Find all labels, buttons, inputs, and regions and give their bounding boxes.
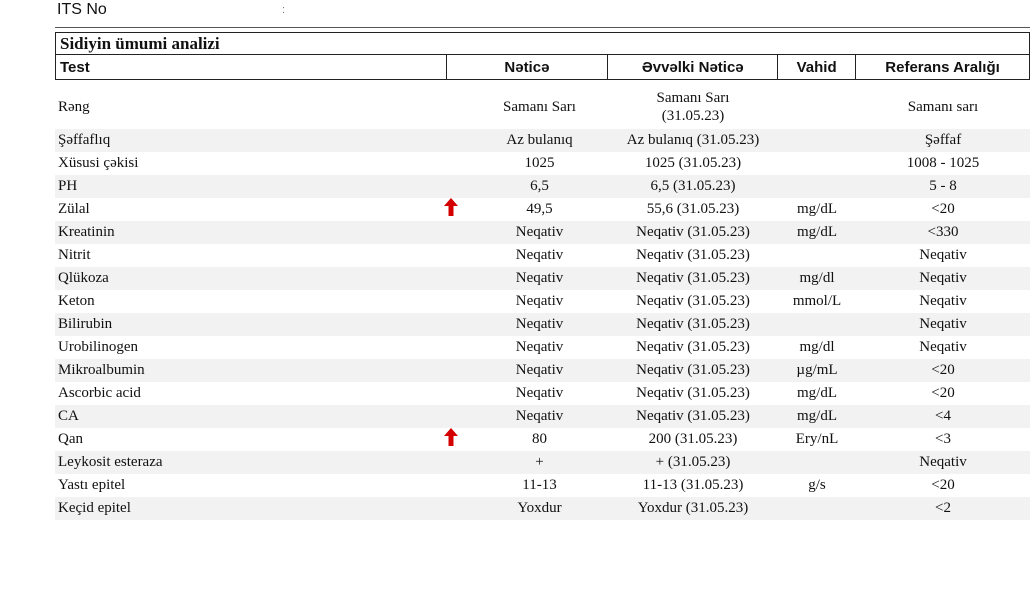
- its-number-label: ITS No: [57, 1, 107, 18]
- unit-cell: [778, 175, 856, 198]
- unit-cell: [778, 129, 856, 152]
- test-name-cell: Xüsusi çəkisi: [58, 155, 139, 171]
- previous-result-cell: Neqativ (31.05.23): [608, 221, 778, 244]
- flag-cell: [431, 405, 471, 428]
- previous-result-cell: Neqativ (31.05.23): [636, 247, 750, 263]
- reference-cell: Neqativ: [856, 313, 1030, 336]
- arrow-up-icon: [444, 198, 458, 216]
- test-name-cell: Ascorbic acid: [58, 385, 141, 401]
- flag-cell: [431, 244, 471, 267]
- test-name-cell: Kreatinin: [55, 221, 431, 244]
- unit-cell: [778, 451, 856, 474]
- section-title-box: [55, 32, 1030, 54]
- test-name-cell: PH: [55, 175, 431, 198]
- unit-cell: µg/mL: [778, 359, 856, 382]
- test-name-cell: Keton: [58, 293, 95, 309]
- flag-cell: [431, 451, 471, 474]
- test-name-cell: Nitrit: [58, 247, 91, 263]
- result-cell: Neqativ: [515, 339, 564, 355]
- previous-result-cell: Neqativ (31.05.23): [608, 313, 778, 336]
- table-row: [55, 221, 1030, 244]
- flag-cell: [431, 290, 471, 313]
- reference-cell: Samanı sarı: [907, 98, 979, 115]
- result-cell: Yoxdur: [471, 497, 608, 520]
- reference-cell: Şəffaf: [856, 129, 1030, 152]
- reference-cell: 1008 - 1025: [906, 155, 980, 171]
- result-cell: Samanı Sarı: [503, 98, 576, 115]
- unit-cell: [778, 85, 856, 129]
- reference-cell: Neqativ: [919, 339, 967, 355]
- previous-result-cell: [608, 85, 778, 129]
- table-row: [55, 198, 1030, 221]
- reference-cell: <2: [856, 497, 1030, 520]
- flag-cell: [431, 474, 471, 497]
- table-row: [55, 474, 1030, 497]
- results-table: [55, 85, 1030, 520]
- test-name-cell: Rəng: [58, 98, 90, 115]
- results-header: [55, 54, 1030, 80]
- unit-cell: mg/dL: [778, 221, 856, 244]
- previous-result-cell: Neqativ (31.05.23): [636, 293, 750, 309]
- test-name-cell: Mikroalbumin: [55, 359, 431, 382]
- reference-cell: <20: [931, 201, 955, 217]
- test-name-cell: Yastı epitel: [58, 477, 126, 493]
- result-cell: Neqativ: [515, 247, 564, 263]
- result-cell: 1025: [524, 155, 555, 171]
- previous-result-cell: 1025 (31.05.23): [644, 155, 742, 171]
- previous-result-cell: 11-13 (31.05.23): [642, 477, 744, 493]
- test-name-cell: Qan: [58, 431, 83, 447]
- table-row: [55, 336, 1030, 359]
- unit-cell: g/s: [808, 477, 826, 493]
- result-cell: Neqativ: [471, 359, 608, 382]
- table-row: [55, 267, 1030, 290]
- table-row: [55, 428, 1030, 451]
- flag-cell: [431, 198, 471, 221]
- result-cell: 49,5: [526, 201, 553, 217]
- table-row: [55, 382, 1030, 405]
- table-row: [55, 244, 1030, 267]
- unit-cell: [778, 244, 856, 267]
- column-header-unit: Vahid: [778, 55, 856, 80]
- result-cell: Neqativ: [471, 267, 608, 290]
- previous-result-cell: + (31.05.23): [608, 451, 778, 474]
- test-name-cell: Urobilinogen: [58, 339, 138, 355]
- previous-result-cell: Neqativ (31.05.23): [608, 359, 778, 382]
- reference-cell: Neqativ: [919, 293, 967, 309]
- test-name-cell: Bilirubin: [55, 313, 431, 336]
- table-row: [55, 129, 1030, 152]
- flag-cell: [431, 129, 471, 152]
- reference-cell: <20: [931, 385, 955, 401]
- test-name-cell: CA: [55, 405, 431, 428]
- column-header-result: Nəticə: [446, 55, 608, 80]
- previous-result-cell: 55,6 (31.05.23): [646, 201, 740, 217]
- its-separator: :: [282, 4, 286, 16]
- test-name-cell: Zülal: [58, 201, 90, 217]
- result-cell: +: [471, 451, 608, 474]
- table-row: [55, 85, 1030, 129]
- flag-cell: [431, 336, 471, 359]
- unit-cell: mmol/L: [792, 293, 842, 309]
- previous-result-cell: Neqativ (31.05.23): [636, 339, 750, 355]
- reference-cell: Neqativ: [856, 267, 1030, 290]
- result-cell: Neqativ: [471, 405, 608, 428]
- table-row: [55, 175, 1030, 198]
- result-cell: 80: [532, 431, 547, 447]
- unit-cell: Ery/nL: [795, 431, 839, 447]
- column-header-reference: Referans Aralığı: [856, 55, 1030, 80]
- unit-cell: [778, 152, 856, 175]
- result-cell: Az bulanıq: [471, 129, 608, 152]
- table-row: [55, 451, 1030, 474]
- reference-cell: Neqativ: [856, 451, 1030, 474]
- unit-cell: mg/dl: [799, 339, 835, 355]
- flag-cell: [431, 313, 471, 336]
- flag-cell: [431, 221, 471, 244]
- table-row: [55, 152, 1030, 175]
- result-cell: Neqativ: [515, 293, 564, 309]
- previous-result-cell: 200 (31.05.23): [648, 431, 738, 447]
- previous-result-cell: Neqativ (31.05.23): [636, 385, 750, 401]
- flag-cell: [431, 152, 471, 175]
- reference-cell: <3: [935, 431, 951, 447]
- result-cell: 6,5: [471, 175, 608, 198]
- unit-cell: mg/dL: [797, 201, 837, 217]
- test-name-cell: Şəffaflıq: [55, 129, 431, 152]
- table-row: [55, 290, 1030, 313]
- column-header-previous: Əvvəlki Nəticə: [608, 55, 778, 80]
- table-row: [55, 497, 1030, 520]
- result-cell: 11-13: [522, 477, 557, 493]
- unit-cell: [778, 313, 856, 336]
- test-name-cell: Leykosit esteraza: [55, 451, 431, 474]
- previous-result-value: Samanı Sarı: [656, 90, 730, 106]
- arrow-up-icon: [444, 428, 458, 446]
- previous-result-cell: Neqativ (31.05.23): [608, 267, 778, 290]
- flag-cell: [431, 267, 471, 290]
- section-title: Sidiyin ümumi analizi: [60, 34, 220, 53]
- reference-cell: 5 - 8: [856, 175, 1030, 198]
- result-cell: Neqativ: [471, 221, 608, 244]
- table-row: [55, 359, 1030, 382]
- previous-result-cell: Neqativ (31.05.23): [608, 405, 778, 428]
- table-row: [55, 405, 1030, 428]
- unit-cell: mg/dl: [778, 267, 856, 290]
- flag-cell: [431, 497, 471, 520]
- result-cell: Neqativ: [471, 313, 608, 336]
- test-name-cell: Keçid epitel: [55, 497, 431, 520]
- header-divider: [55, 27, 1030, 28]
- unit-cell: mg/dL: [797, 385, 837, 401]
- previous-result-cell: Az bulanıq (31.05.23): [608, 129, 778, 152]
- reference-cell: <330: [856, 221, 1030, 244]
- test-name-cell: Qlükoza: [55, 267, 431, 290]
- result-cell: Neqativ: [515, 385, 564, 401]
- reference-cell: Neqativ: [919, 247, 967, 263]
- reference-cell: <20: [931, 477, 955, 493]
- flag-cell: [431, 428, 471, 451]
- reference-cell: <4: [856, 405, 1030, 428]
- flag-cell: [431, 382, 471, 405]
- column-header-test: Test: [56, 55, 447, 80]
- flag-cell: [431, 85, 471, 129]
- previous-result-cell: Yoxdur (31.05.23): [608, 497, 778, 520]
- table-row: [55, 313, 1030, 336]
- unit-cell: mg/dL: [778, 405, 856, 428]
- flag-cell: [431, 175, 471, 198]
- previous-result-cell: 6,5 (31.05.23): [608, 175, 778, 198]
- unit-cell: [778, 497, 856, 520]
- previous-result-date: (31.05.23): [661, 108, 725, 124]
- flag-cell: [431, 359, 471, 382]
- reference-cell: <20: [856, 359, 1030, 382]
